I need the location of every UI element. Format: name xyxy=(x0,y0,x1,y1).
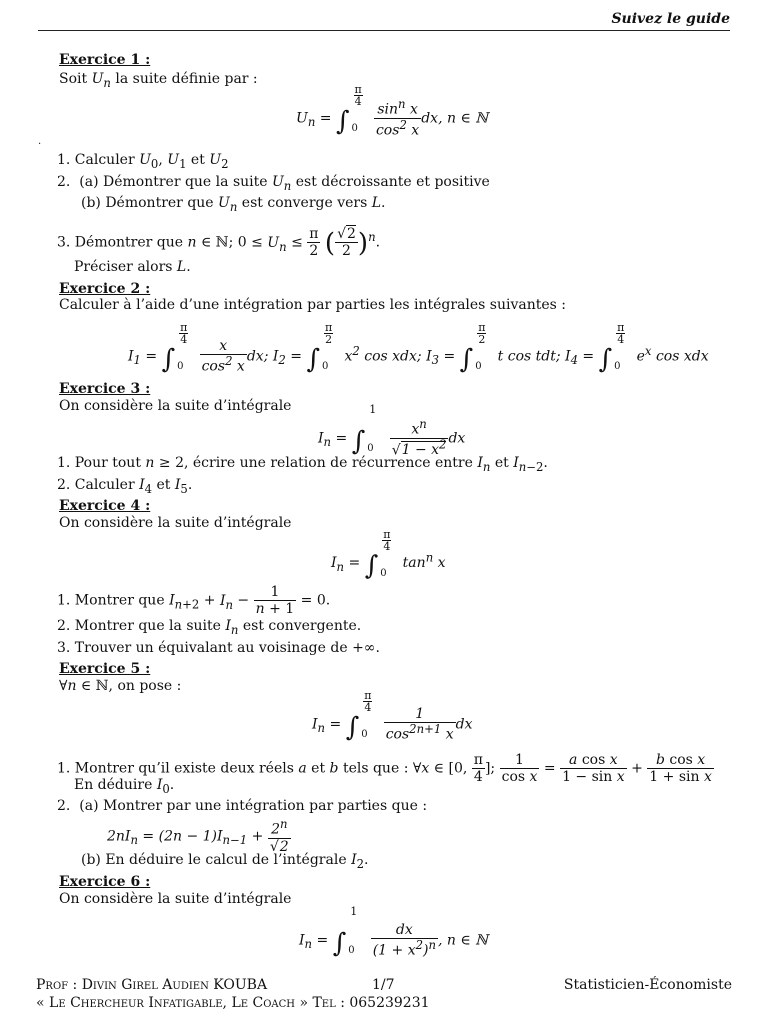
footer-tagline: « Le Chercheur Infatigable, Le Coach » Tel : 065239231 xyxy=(36,995,430,1011)
exercise-3-q1: 1. Pour tout n ≥ 2, écrire une relation de récurrence entre $I_n$ et $I_{n-2}$. xyxy=(57,455,548,474)
exercise-5-q1b: En déduire $I_0$. xyxy=(74,777,175,796)
footer-field: Statisticien-Économiste xyxy=(563,977,732,993)
exercise-1-q1: 1. Calculer $U_0$, $U_1$ et $U_2$ xyxy=(57,152,229,171)
exercise-5-title: Exercice 5 : xyxy=(59,661,151,677)
exercise-4-q2: 2. Montrer que la suite $I_n$ est convergente. xyxy=(57,618,362,637)
exercise-5-q1: 1. Montrer qu’il existe deux réels a et b tels que : ∀x ∈ [0, $\frac{\pi}{4}$ ]; $\frac{1}{\text{cos x}}$ = $\frac{\text{a cos x}}{\text{1 − sin x}}$ + $\frac{\text{b cos x}}{\text{1 + sin x}}$ xyxy=(57,752,712,786)
exercise-2-intro: Calculer à l’aide d’une intégration par parties les intégrales suivantes : xyxy=(59,297,567,313)
footer-page-number: 1/7 xyxy=(372,977,395,993)
exercise-1-q3: 3. Démontrer que n ∈ ℕ; $0 \le U_n$ ≤ $\frac{\pi}{2}$ ( $\frac{√2}{2}$ )$^n$. xyxy=(57,226,381,260)
exercise-5-q2b: (b) En déduire le calcul de l’intégrale $I_2$. xyxy=(81,852,369,871)
exercise-4-q1: 1. Montrer que $I_{n+2} + I_n$ − $\frac{1}{n + 1}$ = 0. xyxy=(57,584,331,618)
exercise-5-formula: $I_n$ = ∫ π 4 0 $\frac{1}{\cos^{2n+1} x}$ dx xyxy=(312,689,473,743)
exercise-2-formula: $I_1$ = ∫ π 4 0 $\frac{x}{\cos^2 x}$ dx; $I_2$ = ∫ π 2 0 $x^2$ cos xdx; $I_3$ = ∫ π 2 0 t cos tdt; $I_4$ = ∫ π 4 0 $e^x$ cos xdx xyxy=(128,321,709,375)
exercise-1-title: Exercice 1 : xyxy=(59,52,151,68)
footer-author: Prof : Divin Girel Audien KOUBA xyxy=(36,977,268,993)
exercise-6-formula: $I_n$ = ∫ 1 0 $\frac{dx}{(1 + x^2)^n}$ , n ∈ ℕ xyxy=(299,905,488,959)
exercise-1-q2b: (b) Démontrer que $U_n$ est converge vers L. xyxy=(81,195,386,214)
exercise-3-formula: $I_n$ = ∫ 1 0 $\frac{x^n}{√1 - x^2}$ dx xyxy=(318,403,466,459)
exercise-4-formula: $I_n$ = ∫ π 4 0 $\tan^n x$ xyxy=(331,528,446,581)
exercise-6-title: Exercice 6 : xyxy=(59,874,151,890)
exercise-4-intro: On considère la suite d’intégrale xyxy=(59,515,292,531)
exercise-6-intro: On considère la suite d’intégrale xyxy=(59,891,292,907)
exercise-4-title: Exercice 4 : xyxy=(59,498,151,514)
exercise-1-q2a: 2. (a) Démontrer que la suite $U_n$ est décroissante et positive xyxy=(57,174,490,193)
exercise-1-formula: $U_n$ = ∫ π 4 0 $\frac{\sin^n x}{\cos^2 x}$ dx, n ∈ ℕ xyxy=(296,83,489,139)
exercise-3-title: Exercice 3 : xyxy=(59,381,151,397)
exercise-3-q2: 2. Calculer $I_4$ et $I_5$. xyxy=(57,477,193,496)
exercise-2-title: Exercice 2 : xyxy=(59,281,151,297)
exercise-3-intro: On considère la suite d’intégrale xyxy=(59,398,292,414)
exercise-1-q3b: Préciser alors L. xyxy=(74,259,191,275)
exercise-1-intro: Soit $U_n$ la suite définie par : xyxy=(59,71,258,90)
exercise-5-intro: ∀n ∈ ℕ, on pose : xyxy=(59,678,182,694)
exercise-5-q2a: 2. (a) Montrer par une intégration par parties que : xyxy=(57,798,428,814)
header-rule xyxy=(38,30,730,31)
exercise-5-q2a-formula: $2nI_n = (2n - 1)I_{n-1}$ + $\frac{2^n}{√2}$ xyxy=(107,817,289,855)
stray-dot: . xyxy=(38,136,42,147)
page-header-title: Suivez le guide xyxy=(611,11,730,27)
exercise-4-q3: 3. Trouver un équivalant au voisinage de +∞. xyxy=(57,640,380,656)
